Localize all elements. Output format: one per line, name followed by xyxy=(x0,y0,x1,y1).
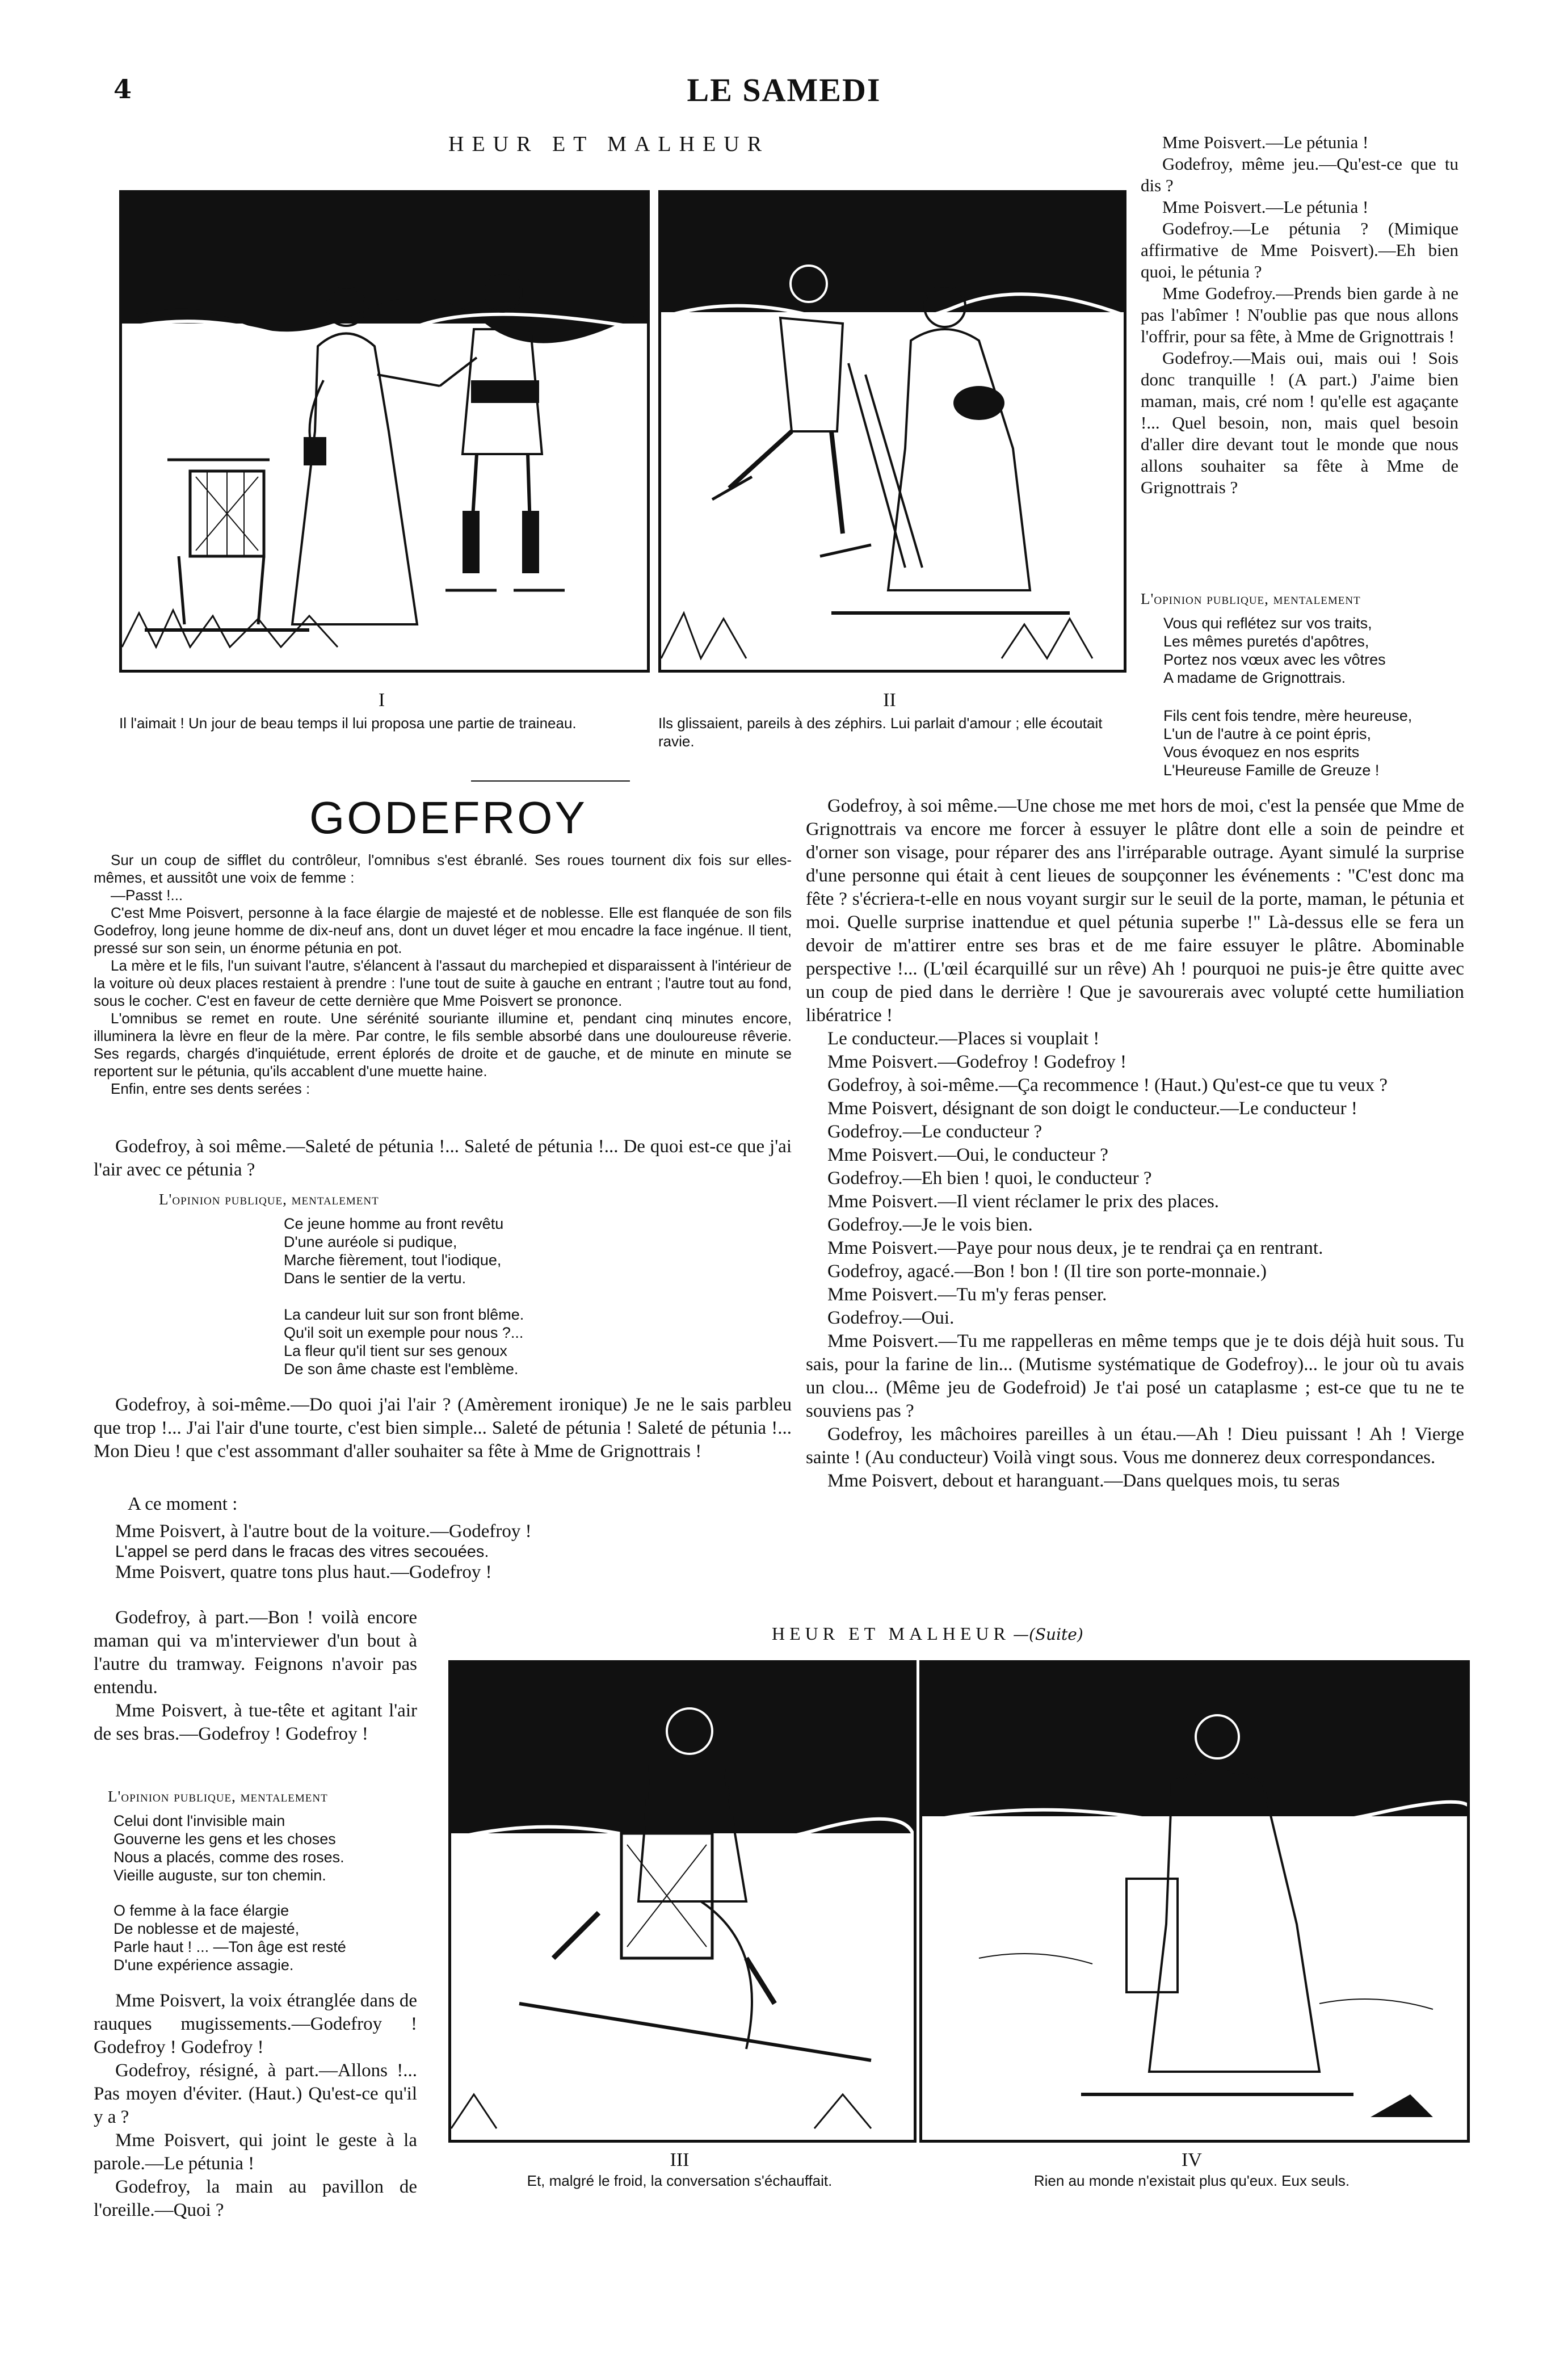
panel-1-drawing xyxy=(122,193,647,670)
intro-paragraph: C'est Mme Poisvert, personne à la face élargie de majesté et de noblesse. Elle est flanquée de son fils Godefroy, long jeune homme de dix-neuf ans, dont un duvet léger et mou encadre la face ingénue. Il tient, pressé sur son sein, un énorme pétunia en pot. xyxy=(94,904,792,956)
dialogue-paragraph: Mme Poisvert.—Tu me rappelleras en même temps que je te dois déjà huit sous. Tu sais, pour la farine de lin... (Mutisme systématique de Godefroy)... le jour où tu avais un clou... (Même jeu de Godefroid) Je t'ai posé un cataplasme ; est-ce que tu ne te souviens pas ? xyxy=(806,1331,1464,1421)
article-title: GODEFROY xyxy=(309,792,587,843)
verse-line: Dans le sentier de la vertu. xyxy=(284,1270,466,1287)
verse-line: De son âme chaste est l'emblème. xyxy=(284,1361,519,1378)
dialogue-paragraph: Mme Poisvert, à tue-tête et agitant l'air de ses bras.—Godefroy ! Godefroy ! xyxy=(94,1700,417,1744)
panel-3-number: III xyxy=(670,2149,690,2170)
verse-line: Nous a placés, comme des roses. xyxy=(113,1849,344,1866)
masthead: LE SAMEDI xyxy=(687,72,881,108)
verse-line: Ce jeune homme au front revêtu xyxy=(284,1215,504,1232)
verse-line: Marche fièrement, tout l'iodique, xyxy=(284,1252,502,1269)
opinion-header-2: L'opinion publique, mentalement xyxy=(108,1788,328,1805)
verse-line: D'une expérience assagie. xyxy=(113,1956,294,1974)
verse-line: A madame de Grignottrais. xyxy=(1163,669,1346,686)
dialogue-paragraph: Mme Poisvert.—Godefroy ! Godefroy ! xyxy=(827,1052,1126,1072)
dialogue-paragraph: Godefroy.—Oui. xyxy=(827,1308,955,1328)
verse-line: La candeur luit sur son front blême. xyxy=(284,1306,524,1323)
left-dialogue-1 xyxy=(94,1520,567,1584)
right-line-6: Godefroy.—Mais oui, mais oui ! Sois donc tranquille ! (A part.) J'aime bien maman, mais, cré nom ! qu'elle est agaçante !... Quel besoin, non, mais quel besoin d'aller dire devant tout le monde que nous allons souhaiter sa fête à Mme de Grignottrais ? xyxy=(1141,348,1458,497)
dialogue-paragraph: Mme Poisvert.—Tu m'y feras penser. xyxy=(827,1284,1107,1305)
godefroy-line-2 xyxy=(94,1393,792,1463)
godefroy-line-1 xyxy=(94,1135,792,1182)
illustration-panel-1 xyxy=(119,190,650,673)
verse-line: L'un de l'autre à ce point épris, xyxy=(1163,725,1372,742)
panel-1-caption: Il l'aimait ! Un jour de beau temps il lui proposa une partie de traineau. xyxy=(119,715,577,732)
dialogue-paragraph: Mme Poisvert, la voix étranglée dans de rauques mugissements.—Godefroy ! Godefroy ! Godefroy ! xyxy=(94,1991,417,2058)
dialogue-paragraph: Godefroy, à soi même.—Saleté de pétunia !... Saleté de pétunia !... De quoi est-ce que j'ai l'air avec ce pétunia ? xyxy=(94,1136,792,1180)
panel-2-drawing xyxy=(661,193,1124,670)
panel-3-caption: Et, malgré le froid, la conversation s'échauffait. xyxy=(527,2172,833,2189)
verse-line: Vieille auguste, sur ton chemin. xyxy=(113,1867,326,1884)
verse-line: Qu'il soit un exemple pour nous ?... xyxy=(284,1324,524,1341)
strip-bottom-title: HEUR ET MALHEUR xyxy=(772,1623,1010,1644)
verse-block-d xyxy=(113,1901,431,1974)
opinion-header-1: L'opinion publique, mentalement xyxy=(159,1191,379,1208)
panel-3-drawing xyxy=(451,1663,914,2140)
dialogue-paragraph: Godefroy, à soi même.—Une chose me met hors de moi, c'est la pensée que Mme de Grignottrais va encore me forcer à essuyer le plâtre dont elle a soin de peindre et d'orner son visage, pour réparer des ans l'irréparable outrage. Ayant simulé la surprise d'une personne qui était à cent lieues de soupçonner les événements : "C'est donc ma fête ? s'écriera-t-elle en nous voyant surgir sur le seuil de la porte, maman, le pétunia et moi. Quelle surprise inattendue et quel pétunia superbe !" Là-dessus elle se fera un devoir de m'attirer entre ses bras et de me faire essuyer le plâtre. Abominable perspective !... (L'œil écarquillé sur un rêve) Ah ! pourquoi ne puis-je être quitte avec un coup de pied dans le derrière ! Que je savourerais avec volupté cette humiliation libératrice ! xyxy=(806,796,1464,1026)
illustration-panel-4 xyxy=(919,1660,1470,2143)
verse-line: La fleur qu'il tient sur ses genoux xyxy=(284,1342,507,1359)
panel-2-number: II xyxy=(883,690,896,711)
verse-line: Parle haut ! ... —Ton âge est resté xyxy=(113,1938,346,1955)
dialogue-paragraph: Mme Poisvert.—Il vient réclamer le prix des places. xyxy=(827,1191,1220,1212)
verse-block-a xyxy=(284,1215,738,1287)
right-line-4: Godefroy.—Le pétunia ? (Mimique affirmative de Mme Poisvert).—Eh bien quoi, le pétunia ? xyxy=(1141,219,1458,282)
dialogue-paragraph: Godefroy.—Je le vois bien. xyxy=(827,1215,1033,1235)
panel-4-caption: Rien au monde n'existait plus qu'eux. Eux seuls. xyxy=(1033,2172,1350,2189)
dialogue-paragraph: Godefroy, à soi-même.—Ça recommence ! (Haut.) Qu'est-ce que tu veux ? xyxy=(827,1075,1388,1095)
panel-1-number: I xyxy=(378,690,385,711)
dialogue-paragraph: Mme Poisvert, à l'autre bout de la voiture.—Godefroy ! xyxy=(115,1521,532,1542)
dialogue-paragraph: Mme Poisvert, quatre tons plus haut.—Godefroy ! xyxy=(115,1562,492,1582)
dialogue-paragraph: Godefroy, résigné, à part.—Allons !... Pas moyen d'éviter. (Haut.) Qu'est-ce qu'il y a ? xyxy=(94,2060,417,2127)
dialogue-paragraph: Godefroy.—Eh bien ! quoi, le conducteur ? xyxy=(827,1168,1152,1189)
right-opinion-header: L'opinion publique, mentalement xyxy=(1141,590,1361,607)
dialogue-paragraph: Mme Poisvert, désignant de son doigt le conducteur.—Le conducteur ! xyxy=(827,1098,1357,1119)
verse-line: Vous qui reflétez sur vos traits, xyxy=(1163,615,1372,632)
dialogue-paragraph: Godefroy, à soi-même.—Do quoi j'ai l'air ? (Amèrement ironique) Je ne le sais parbleu que trop !... J'ai l'air d'une tourte, c'est bien simple... Saleté de pétunia ! Saleté de pétunia !... Mon Dieu ! que c'est assommant d'aller souhaiter sa fête à Mme de Grignottrais ! xyxy=(94,1395,792,1462)
dialogue-paragraph: Mme Poisvert, qui joint le geste à la parole.—Le pétunia ! xyxy=(94,2130,417,2174)
dialogue-paragraph: L'appel se perd dans le fracas des vitres secouées. xyxy=(115,1543,489,1561)
a-ce-moment-text: A ce moment : xyxy=(128,1494,238,1514)
illustration-panel-2 xyxy=(658,190,1126,673)
verse-line: Gouverne les gens et les choses xyxy=(113,1830,336,1847)
a-ce-moment xyxy=(128,1493,411,1516)
dialogue-paragraph: Godefroy, les mâchoires pareilles à un étau.—Ah ! Dieu puissant ! Ah ! Vierge sainte ! (Au conducteur) Voilà vingt sous. Vous me donnerez deux correspondances. xyxy=(806,1424,1464,1468)
right-line-2: Godefroy, même jeu.—Qu'est-ce que tu dis ? xyxy=(1141,154,1458,195)
verse-line: D'une auréole si pudique, xyxy=(284,1233,457,1250)
dialogue-paragraph: Godefroy.—Le conducteur ? xyxy=(827,1122,1042,1142)
left-dialogue-2 xyxy=(94,1606,417,1746)
page-number: 4 xyxy=(113,74,132,104)
dialogue-paragraph: Mme Poisvert, debout et haranguant.—Dans quelques mois, tu seras xyxy=(827,1471,1340,1491)
right-line-5: Mme Godefroy.—Prends bien garde à ne pas l'abîmer ! N'oublie pas que nous allons l'offrir, pour sa fête, à Mme de Grignottrais ! xyxy=(1141,283,1458,346)
strip-bottom-suite: —(Suite) xyxy=(1012,1625,1083,1644)
intro-paragraph: Sur un coup de sifflet du contrôleur, l'omnibus s'est ébranlé. Ses roues tournent dix fois sur elles-mêmes, et aussitôt une voix de femme : xyxy=(94,851,792,886)
article-right-column xyxy=(806,795,1464,1493)
right-column-dialogue xyxy=(1141,132,1458,498)
right-verse-2 xyxy=(1163,707,1458,779)
right-verse-1 xyxy=(1163,614,1458,687)
dialogue-paragraph: Le conducteur.—Places si vouplait ! xyxy=(827,1028,1100,1049)
article-intro xyxy=(94,851,792,1098)
dialogue-paragraph: Godefroy, la main au pavillon de l'oreille.—Quoi ? xyxy=(94,2177,417,2220)
intro-paragraph: —Passt !... xyxy=(111,887,183,904)
divider-rule xyxy=(471,780,630,782)
dialogue-paragraph: Mme Poisvert.—Oui, le conducteur ? xyxy=(827,1145,1108,1165)
dialogue-paragraph: Godefroy, à part.—Bon ! voilà encore maman qui va m'interviewer d'un bout à l'autre du tramway. Feignons n'avoir pas entendu. xyxy=(94,1607,417,1698)
intro-paragraph: Enfin, entre ses dents serées : xyxy=(111,1080,310,1097)
right-line-3: Mme Poisvert.—Le pétunia ! xyxy=(1162,197,1369,217)
panel-4-number: IV xyxy=(1182,2149,1202,2170)
verse-block-b xyxy=(284,1305,738,1378)
panel-4-drawing xyxy=(922,1663,1467,2140)
left-dialogue-3 xyxy=(94,1989,417,2222)
intro-paragraph: La mère et le fils, l'un suivant l'autre, s'élancent à l'assaut du marchepied et disparaissent à l'intérieur de la voiture où deux places restaient à prendre : l'une tout de suite à gauche en entrant ; l'autre tout au fond, sous le cocher. C'est en faveur de cette dernière que Mme Poisvert se prononce. xyxy=(94,957,792,1009)
right-line-1: Mme Poisvert.—Le pétunia ! xyxy=(1162,132,1369,152)
intro-paragraph: L'omnibus se remet en route. Une sérénité souriante illumine et, pendant cinq minutes encore, illuminera la lèvre en fleur de la mère. Par contre, le fils semble absorbé dans une douloureuse rêverie. Ses regards, chargés d'inquiétude, errent éplorés de droite et de gauche, et de minute en minute se reportent sur le pétunia, qu'ils accablent d'une muette haine. xyxy=(94,1010,792,1080)
verse-line: Vous évoquez en nos esprits xyxy=(1163,744,1360,761)
verse-line: De noblesse et de majesté, xyxy=(113,1920,300,1937)
verse-line: Portez nos vœux avec les vôtres xyxy=(1163,651,1386,668)
strip-top-title: HEUR ET MALHEUR xyxy=(448,132,770,156)
dialogue-paragraph: Godefroy, agacé.—Bon ! bon ! (Il tire son porte-monnaie.) xyxy=(827,1261,1267,1282)
illustration-panel-3 xyxy=(448,1660,917,2143)
verse-block-c xyxy=(113,1812,431,1884)
dialogue-paragraph: Mme Poisvert.—Paye pour nous deux, je te rendrai ça en rentrant. xyxy=(827,1238,1323,1258)
verse-line: L'Heureuse Famille de Greuze ! xyxy=(1163,762,1380,779)
verse-line: O femme à la face élargie xyxy=(113,1902,289,1919)
panel-2-caption: Ils glissaient, pareils à des zéphirs. Lui parlait d'amour ; elle écoutait ravie. xyxy=(658,715,1103,750)
verse-line: Les mêmes puretés d'apôtres, xyxy=(1163,633,1369,650)
verse-line: Fils cent fois tendre, mère heureuse, xyxy=(1163,707,1413,724)
strip-bottom-heading xyxy=(772,1623,1083,1644)
verse-line: Celui dont l'invisible main xyxy=(113,1812,285,1829)
